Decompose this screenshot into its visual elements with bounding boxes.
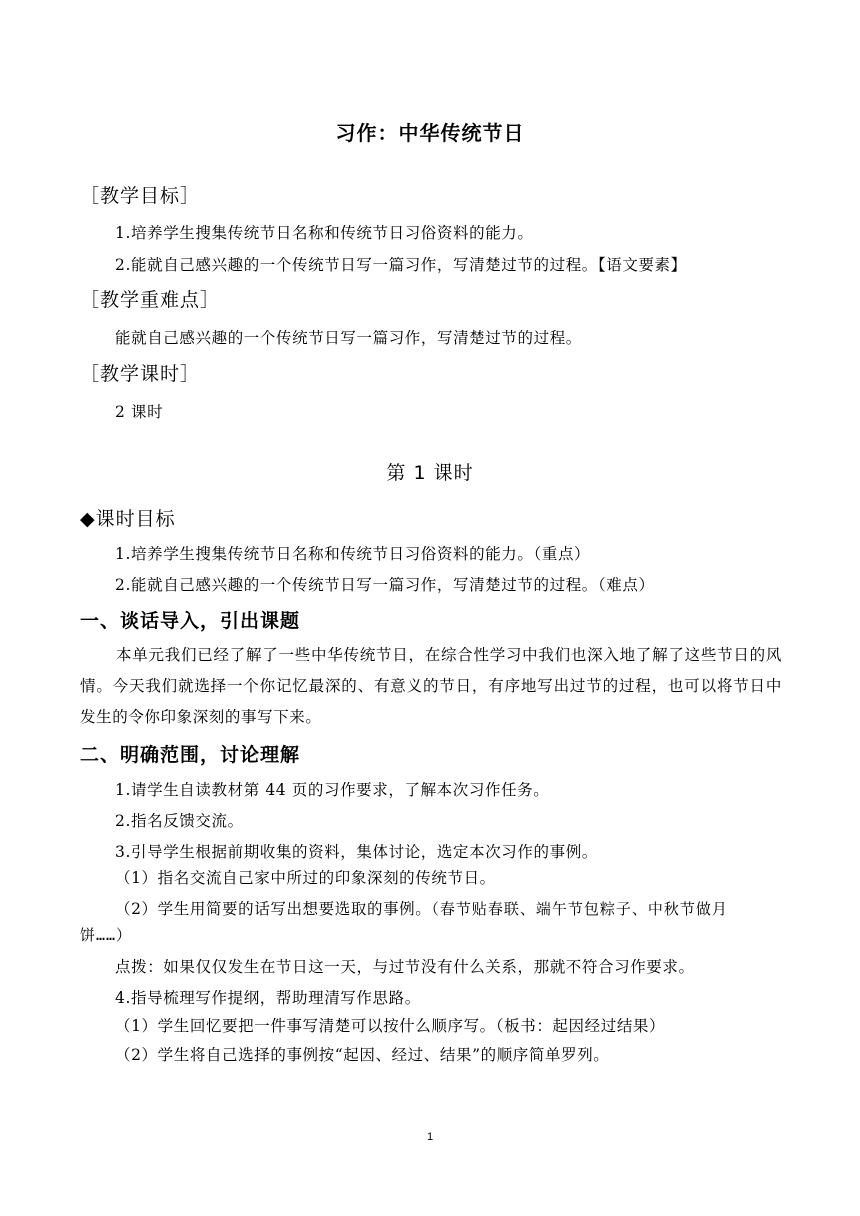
tip-text: 点拨：如果仅仅发生在节日这一天，与过节没有什么关系，那就不符合习作要求。: [115, 958, 695, 976]
section1-paragraph: 本单元我们已经了解了一些中华传统节日，在综合性学习中我们也深入地了解了这些节日的风情。今天我们就选择一个你记忆最深的、有意义的节日，有序地写出过节的过程，也可以将节日中发生的令你印象深刻的事写下来。: [80, 646, 782, 726]
substep-example: （春节贴春联、端午节包粽子、中秋节做月: [431, 900, 728, 918]
step-item: 3.引导学生根据前期收集的资料，集体讨论，选定本次习作的事例。: [115, 843, 598, 861]
substep-item: （1）指名交流自己家中所过的印象深刻的传统节日。: [115, 869, 496, 887]
lesson-goal-heading: ◆课时目标: [80, 508, 176, 530]
substep-item: （2）学生将自己选择的事例按“起因、经过、结果”的顺序简单罗列。: [115, 1046, 610, 1064]
substep-lead: （2）学生用简要的话写出想要选取的事例。: [115, 900, 432, 918]
step-item: 1.请学生自读教材第 44 页的习作要求，了解本次习作任务。: [115, 781, 550, 799]
section2-heading: 二、明确范围，讨论理解: [80, 744, 301, 766]
objective-item: 1.培养学生搜集传统节日名称和传统节日习俗资料的能力。: [115, 224, 534, 242]
hours-heading: ［教学课时］: [80, 363, 201, 385]
page-number: 1: [426, 1131, 434, 1143]
lesson-goal-item: 2.能就自己感兴趣的一个传统节日写一篇习作，写清楚过节的过程。（难点）: [115, 576, 655, 594]
section1-heading: 一、谈话导入，引出课题: [80, 610, 301, 632]
objective-item: 2.能就自己感兴趣的一个传统节日写一篇习作，写清楚过节的过程。【语文要素】: [115, 256, 687, 274]
document-title: 习作：中华传统节日: [335, 121, 525, 145]
difficulty-text: 能就自己感兴趣的一个传统节日写一篇习作，写清楚过节的过程。: [115, 329, 582, 347]
substep-item: [115, 897, 728, 919]
lesson-title: 第 1 课时: [386, 462, 474, 484]
objectives-heading: ［教学目标］: [80, 185, 201, 207]
difficulty-heading: ［教学重难点］: [80, 289, 221, 311]
lesson-goal-item: 1.培养学生搜集传统节日名称和传统节日习俗资料的能力。（重点）: [115, 545, 591, 563]
step-item: 4.指导梳理写作提纲，帮助理清写作思路。: [115, 989, 421, 1007]
substep-item: （1）学生回忆要把一件事写清楚可以按什么顺序写。（板书：起因经过结果）: [115, 1017, 666, 1035]
substep-example-continued: 饼……）: [80, 926, 133, 944]
hours-text: 2 课时: [115, 403, 164, 421]
step-item: 2.指名反馈交流。: [115, 812, 244, 830]
